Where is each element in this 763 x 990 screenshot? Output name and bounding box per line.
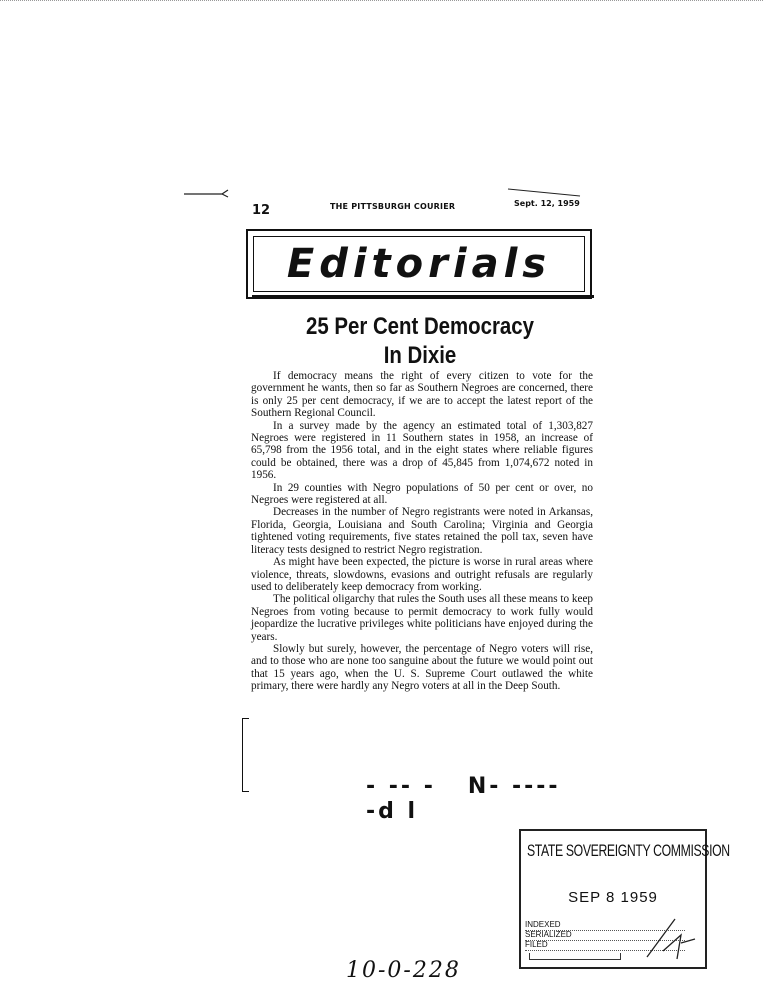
editorial-body [251,370,593,693]
stamp-date: SEP 8 1959 [568,889,658,906]
stamp-row-serialized: SERIALIZED [525,930,685,941]
headline-line-1: 25 Per Cent Democracy [306,313,534,340]
stamp-bars [529,953,621,960]
commission-stamp [519,829,730,969]
issue-date: Sept. 12, 1959 [514,199,580,208]
page-number: 12 [252,203,271,218]
clipped-next-headline: - -- - N- ---- -d l [366,774,561,824]
paragraph: In 29 counties with Negro populations of 50 per cent or over, no Negroes were registered at all. [251,481,593,507]
newspaper-name: THE PITTSBURGH COURIER [330,202,456,211]
paragraph: As might have been expected, the picture is worse in rural areas where violence, threats, slowdowns, evasions and outright refusals are regularly used to deliberately keep democracy from working. [251,556,593,593]
stamp-row-indexed: INDEXED [525,920,685,931]
handwritten-number: 10-0-228 [346,958,461,983]
paragraph: The political oligarchy that rules the South uses all these means to keep Negroes from voting because to permit democracy to work fully would jeopardize the lucrative privileges white politicians have enjoyed during the years. [251,593,594,643]
paragraph: If democracy means the right of every citizen to vote for the government he wants, then so far as Southern Negroes are concerned, there is only 25 per cent democracy, if we are to accept the latest report of the Southern Regional Council. [251,370,593,420]
pen-mark [182,186,232,200]
scan-edge-dots [0,0,763,4]
initials-mark [641,913,701,963]
stamp-title: STATE SOVEREIGNTY COMMISSION [527,841,730,860]
banner-shadow [252,295,594,298]
margin-bracket [242,718,249,792]
stamp-row-filed: FILED [525,940,685,951]
paragraph: In a survey made by the agency an estimated total of 1,303,827 Negroes were registered in 11 Southern states in 1958, an increase of 65,798 from the 1956 total, and in the eight states where reliable figures could be obtained, there was a drop of 45,845 from 1,074,672 noted in 1956. [251,419,593,482]
pen-underline [506,186,586,200]
headline-line-2: In Dixie [383,342,457,369]
banner-label: Editorials [286,241,552,287]
editorials-banner [246,229,592,299]
paragraph: Decreases in the number of Negro registrants were noted in Arkansas, Florida, Georgia, Louisiana and South Carolina; Virginia and Georgia tightened voting requirements, five states retained the poll tax, seven have literacy tests designed to restrict Negro registration. [251,506,593,556]
paragraph: Slowly but surely, however, the percentage of Negro voters will rise, and to those who are none too sanguine about the future we would point out that 15 years ago, when the U. S. Supreme Court outlawed the white primary, there were hardly any Negro voters at all in the Deep South. [251,642,593,693]
